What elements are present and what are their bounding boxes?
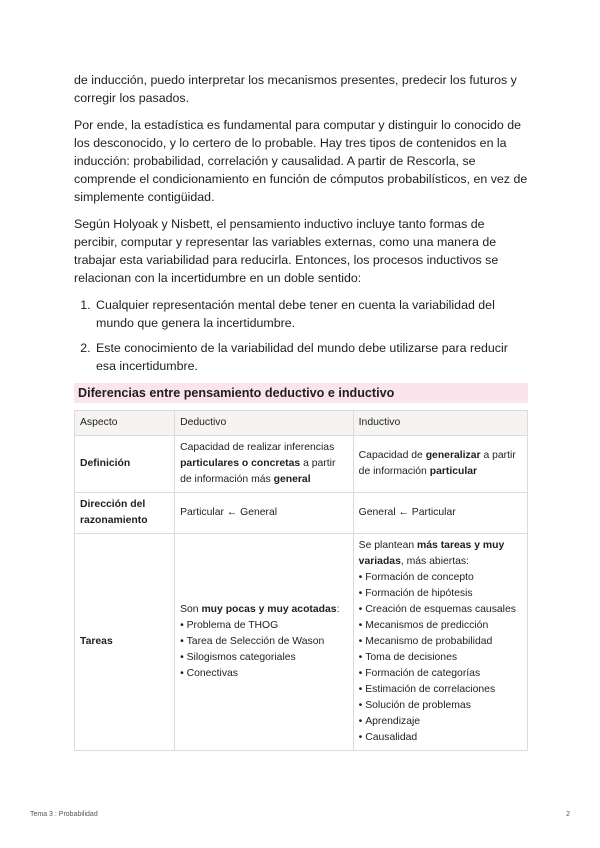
paragraph-induccion: de inducción, puedo interpretar los mecanismos presentes, predecir los futuros y corregir los pasados. bbox=[74, 73, 517, 105]
tareas-inductivo-list bbox=[359, 570, 522, 746]
footer-title: Tema 3 : Probabilidad bbox=[30, 811, 98, 818]
cell-tareas-inductivo bbox=[353, 534, 527, 751]
list-item: • Formación de concepto bbox=[359, 570, 522, 586]
list-item: 2. Este conocimiento de la variabilidad del mundo debe utilizarse para reducir esa incertidumbre. bbox=[94, 339, 528, 375]
document-body bbox=[74, 71, 528, 751]
list-item: • Causalidad bbox=[359, 730, 522, 746]
list-item: • Solución de problemas bbox=[359, 698, 522, 714]
list-item: • Estimación de correlaciones bbox=[359, 682, 522, 698]
list-item: • Mecanismos de predicción bbox=[359, 618, 522, 634]
row-label-definicion: Definición bbox=[75, 436, 175, 493]
header-deductivo: Deductivo bbox=[175, 411, 354, 436]
text: , más abiertas: bbox=[400, 556, 469, 567]
text: a partir de información bbox=[358, 450, 516, 477]
uncertainty-list bbox=[74, 296, 528, 375]
list-item: • Creación de esquemas causales bbox=[359, 602, 522, 618]
table-row-definicion bbox=[75, 436, 528, 493]
cell-definicion-inductivo bbox=[353, 436, 527, 493]
text: a partir de información más bbox=[180, 458, 336, 485]
cell-definicion-deductivo bbox=[175, 436, 354, 493]
comparison-table bbox=[74, 410, 528, 751]
header-aspecto: Aspecto bbox=[75, 411, 175, 436]
list-item: • Mecanismo de probabilidad bbox=[359, 634, 522, 650]
bold-text: particular bbox=[429, 466, 478, 477]
tareas-inductivo-intro bbox=[359, 538, 522, 570]
table-row-direccion bbox=[75, 493, 528, 534]
bold-text: particulares o concretas bbox=[180, 458, 301, 469]
row-label-direccion: Dirección del razonamiento bbox=[75, 493, 175, 534]
text: Se plantean bbox=[358, 540, 418, 551]
page-number: 2 bbox=[566, 811, 570, 818]
list-item: • Conectivas bbox=[180, 666, 348, 682]
list-item: • Formación de categorías bbox=[359, 666, 522, 682]
bold-text: muy pocas y muy acotadas bbox=[201, 604, 337, 615]
tareas-deductivo-intro bbox=[180, 602, 348, 618]
section-heading: Diferencias entre pensamiento deductivo e inductivo bbox=[74, 383, 528, 403]
list-item: 1. Cualquier representación mental debe tener en cuenta la variabilidad del mundo que genera la incertidumbre. bbox=[94, 296, 528, 332]
list-item: • Tarea de Selección de Wason bbox=[180, 634, 348, 650]
list-item: • Silogismos categoriales bbox=[180, 650, 348, 666]
list-item: • Toma de decisiones bbox=[359, 650, 522, 666]
cell-tareas-deductivo bbox=[175, 534, 354, 751]
bold-text: más tareas y muy variadas bbox=[358, 540, 505, 567]
tareas-deductivo-list bbox=[180, 618, 348, 682]
text: : bbox=[336, 604, 340, 615]
bold-text: generalizar bbox=[425, 450, 481, 461]
row-label-tareas: Tareas bbox=[75, 534, 175, 751]
list-item: • Formación de hipótesis bbox=[359, 586, 522, 602]
text: Capacidad de bbox=[358, 450, 426, 461]
text: Son bbox=[180, 604, 202, 615]
table-row-tareas bbox=[75, 534, 528, 751]
table-header-row bbox=[75, 411, 528, 436]
cell-direccion-deductivo: Particular ← General bbox=[175, 493, 354, 534]
paragraph-holyoak-nisbett: Según Holyoak y Nisbett, el pensamiento inductivo incluye tanto formas de percibir, computar y representar las variables externas, como una manera de trabajar esta variabilidad para reducirla. Entonces, los procesos inductivos se relacionan con la incertidumbre en un doble sentido: bbox=[74, 217, 499, 285]
bold-text: general bbox=[273, 474, 311, 485]
header-inductivo: Inductivo bbox=[353, 411, 527, 436]
list-item: • Problema de THOG bbox=[180, 618, 348, 634]
cell-direccion-inductivo: General ← Particular bbox=[353, 493, 527, 534]
list-item: • Aprendizaje bbox=[359, 714, 522, 730]
paragraph-estadistica: Por ende, la estadística es fundamental para computar y distinguir lo conocido de los desconocido, y lo certero de lo probable. Hay tres tipos de contenidos en la inducción: probabilidad, correlación y causalidad. A partir de Rescorla, se comprende el condicionamiento en función de cómputos probabilísticos, en vez de simplemente contigüidad. bbox=[74, 118, 528, 204]
text: Capacidad de realizar inferencias bbox=[180, 442, 335, 453]
